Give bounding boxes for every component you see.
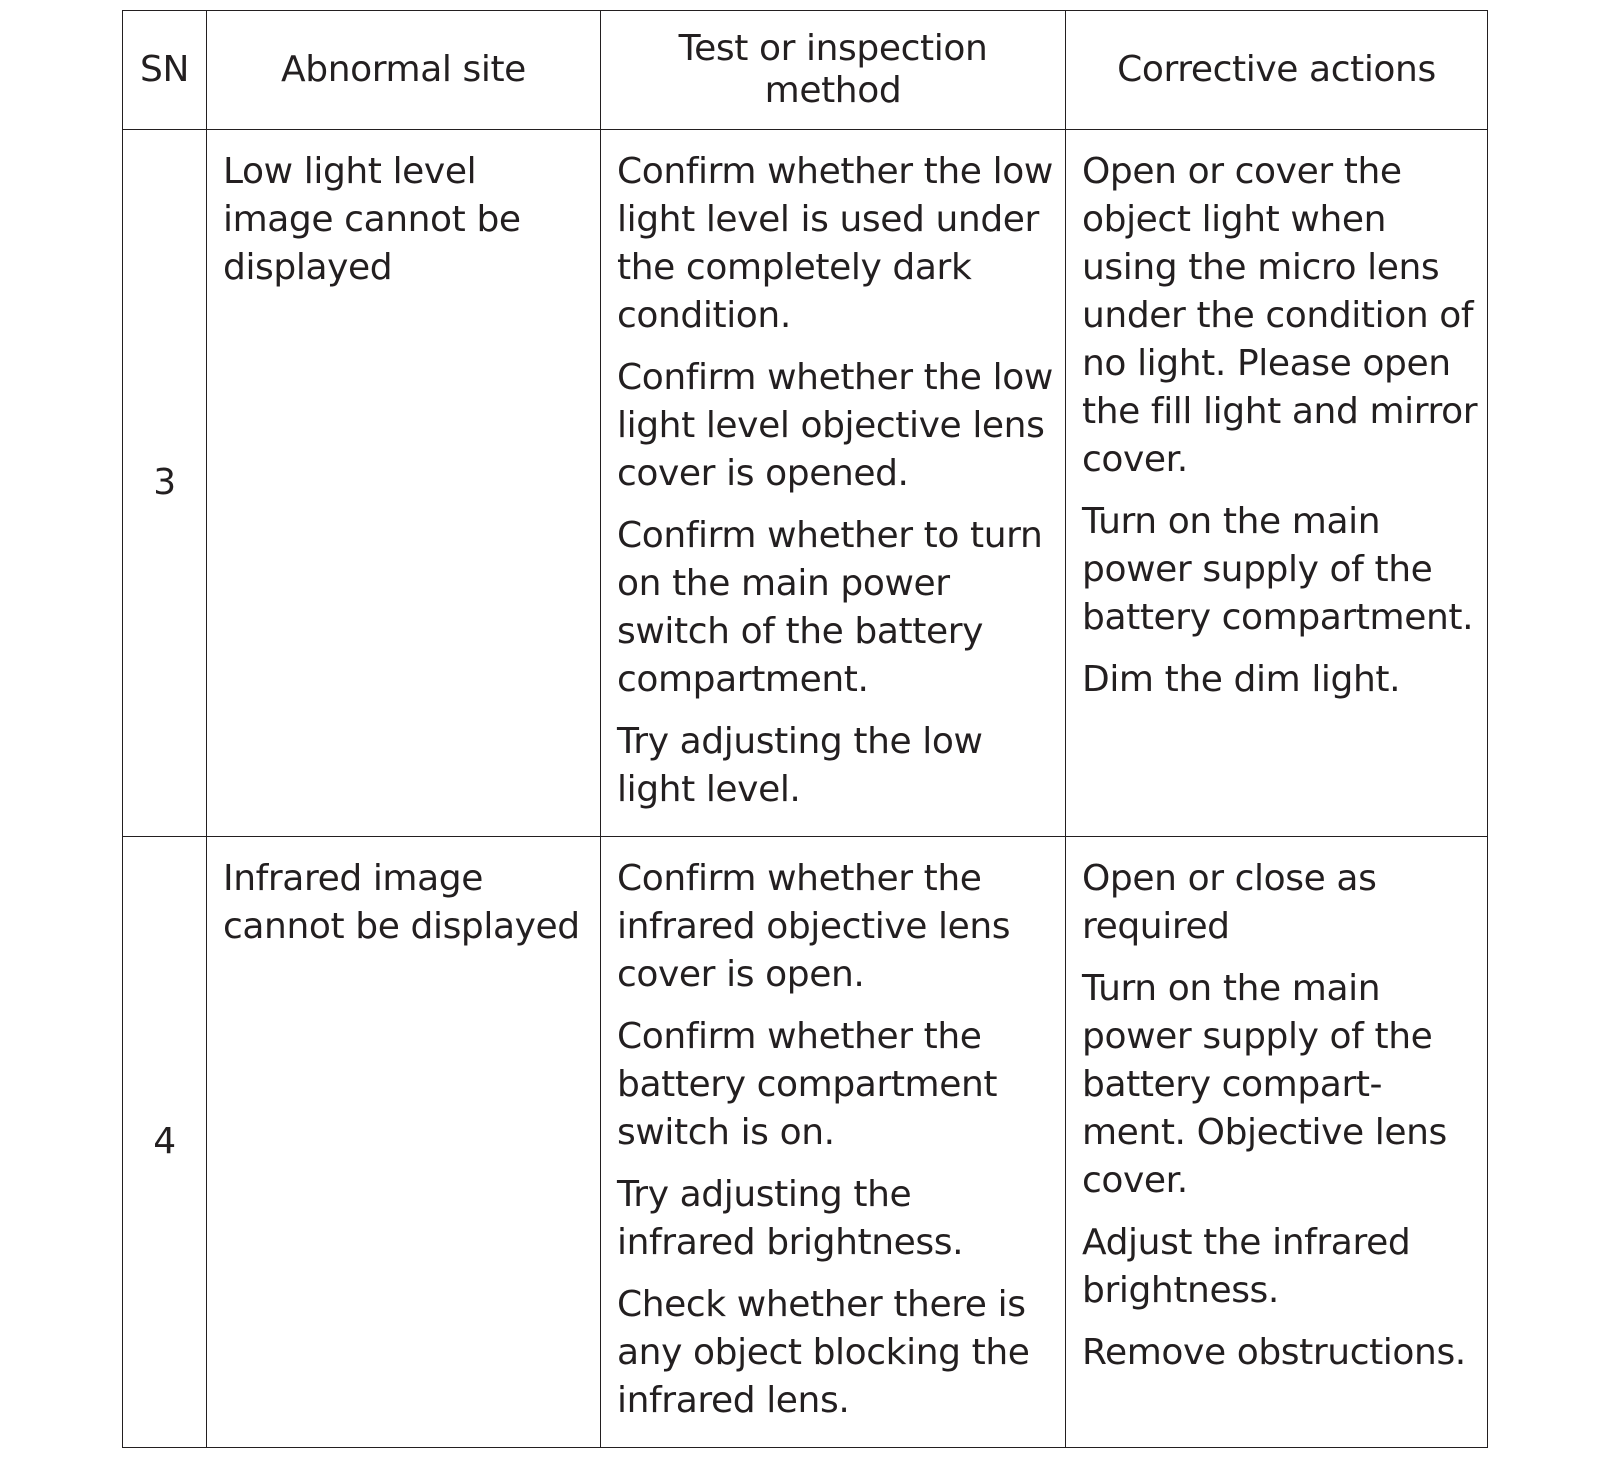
header-sn: SN bbox=[123, 11, 207, 130]
method-item: Confirm whether to turn on the main power switch of the battery compartment. bbox=[617, 515, 1043, 700]
header-corrective-actions: Corrective actions bbox=[1066, 11, 1488, 130]
method-item: Confirm whether the infrared objective lens cover is open. bbox=[617, 858, 1011, 995]
method-item: Try adjusting the low light level. bbox=[617, 721, 983, 810]
row-abnormal-site bbox=[207, 130, 601, 837]
abnormal-site-text: Low light level image cannot be displayed bbox=[223, 151, 521, 288]
method-item: Check whether there is any object blocking the infrared lens. bbox=[617, 1284, 1030, 1421]
method-item: Confirm whether the low light level objective lens cover is opened. bbox=[617, 357, 1053, 494]
abnormal-site-text: Infrared image cannot be displayed bbox=[223, 858, 580, 947]
action-item: Remove obstructions. bbox=[1082, 1332, 1466, 1373]
table-row bbox=[123, 130, 1488, 837]
action-item: Adjust the infrared brightness. bbox=[1082, 1222, 1411, 1311]
row-test-methods bbox=[601, 837, 1066, 1448]
troubleshooting-table bbox=[122, 10, 1488, 1448]
action-item: Dim the dim light. bbox=[1082, 659, 1401, 700]
row-sn: 3 bbox=[123, 130, 207, 837]
table-row bbox=[123, 837, 1488, 1448]
method-item: Try adjusting the infrared brightness. bbox=[617, 1174, 964, 1263]
header-abnormal-site: Abnormal site bbox=[207, 11, 601, 130]
header-test-method: Test or inspection method bbox=[601, 11, 1066, 130]
row-corrective-actions bbox=[1066, 130, 1488, 837]
header-row bbox=[123, 11, 1488, 130]
row-sn: 4 bbox=[123, 837, 207, 1448]
row-abnormal-site bbox=[207, 837, 601, 1448]
action-item: Open or close as required bbox=[1082, 858, 1377, 947]
method-item: Confirm whether the low light level is used under the completely dark condition. bbox=[617, 151, 1053, 336]
row-test-methods bbox=[601, 130, 1066, 837]
action-item: Turn on the main power supply of the battery compartment. bbox=[1082, 501, 1474, 638]
action-item: Turn on the main power supply of the battery compart-ment. Objective lens cover. bbox=[1082, 968, 1447, 1201]
row-corrective-actions bbox=[1066, 837, 1488, 1448]
method-item: Confirm whether the battery compartment switch is on. bbox=[617, 1016, 998, 1153]
action-item: Open or cover the object light when using the micro lens under the condition of no light. Please open the fill light and mirror cover. bbox=[1082, 151, 1478, 480]
